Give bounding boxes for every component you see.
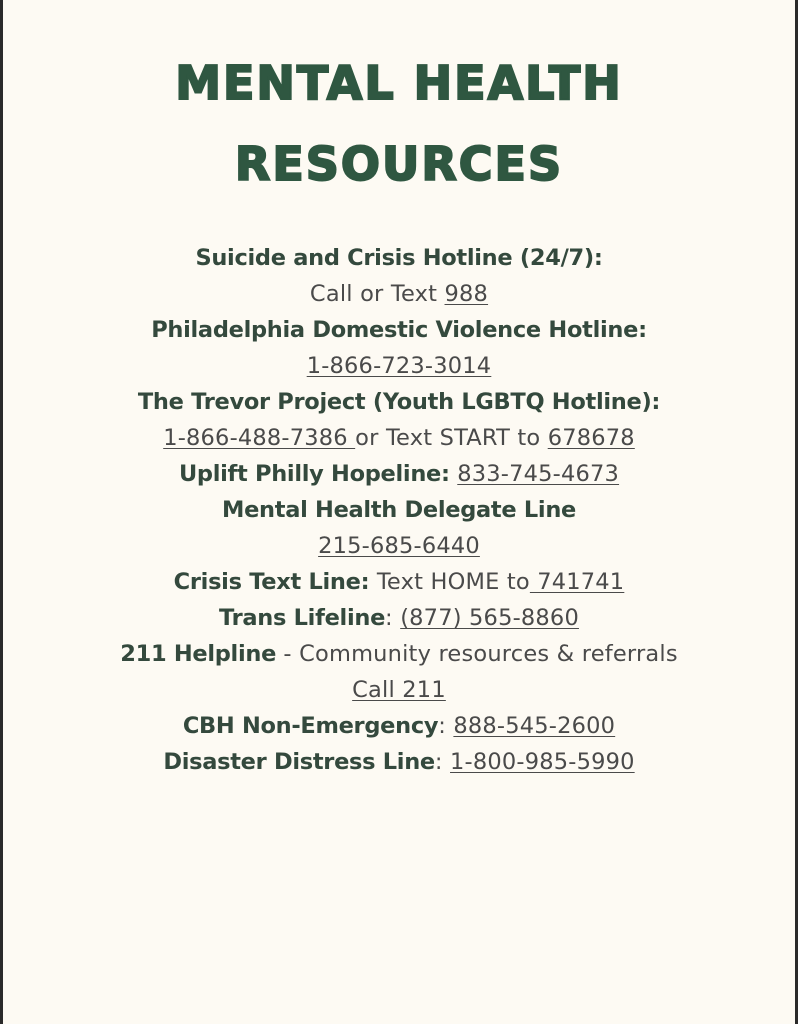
resource-heading-suicide-crisis	[3, 240, 795, 276]
flyer-page	[3, 0, 795, 1024]
cbh-heading: CBH Non-Emergency	[182, 713, 439, 739]
resource-contact-trevor	[3, 420, 795, 456]
crisis-text-text: Text HOME to	[376, 569, 530, 595]
resource-contact-delegate	[3, 528, 795, 564]
disaster-number-link[interactable]: 1-800-985-5990	[450, 749, 635, 775]
suicide-crisis-text: Call or Text	[309, 281, 445, 307]
philly-dv-heading: Philadelphia Domestic Violence Hotline:	[151, 317, 647, 343]
suicide-crisis-number-link[interactable]: 988	[444, 281, 489, 307]
resource-uplift	[3, 456, 795, 492]
resource-cbh	[3, 708, 795, 744]
uplift-heading: Uplift Philly Hopeline:	[178, 461, 458, 487]
page-title-line-2: RESOURCES	[234, 137, 564, 191]
crisis-text-heading: Crisis Text Line:	[173, 569, 377, 595]
resource-trans	[3, 600, 795, 636]
cbh-separator: :	[438, 713, 454, 739]
helpline211-text: - Community resources & referrals	[276, 641, 678, 667]
suicide-crisis-heading: Suicide and Crisis Hotline (24/7):	[195, 245, 603, 271]
resource-contact-suicide-crisis	[3, 276, 795, 312]
trans-separator: :	[385, 605, 401, 631]
philly-dv-number-link[interactable]: 1-866-723-3014	[306, 353, 492, 379]
delegate-heading: Mental Health Delegate Line	[221, 497, 577, 523]
crisis-text-number-link[interactable]: 741741	[529, 569, 625, 595]
delegate-number-link[interactable]: 215-685-6440	[318, 533, 480, 559]
trevor-text-number-link[interactable]: 678678	[547, 425, 635, 451]
page-title-line-1: MENTAL HEALTH	[175, 56, 623, 110]
resource-heading-philly-dv	[3, 312, 795, 348]
trevor-text: or Text START to	[355, 425, 548, 451]
trans-heading: Trans Lifeline	[219, 605, 386, 631]
resource-contact-philly-dv	[3, 348, 795, 384]
resource-contact-211	[3, 672, 795, 708]
resource-disaster	[3, 744, 795, 780]
resource-heading-delegate	[3, 492, 795, 528]
helpline211-call-link[interactable]: Call 211	[352, 677, 446, 703]
disaster-separator: :	[434, 749, 451, 775]
uplift-number-link[interactable]: 833-745-4673	[457, 461, 620, 487]
resource-211	[3, 636, 795, 672]
disaster-heading: Disaster Distress Line	[163, 749, 435, 775]
helpline211-heading: 211 Helpline	[120, 641, 277, 667]
trevor-number-link[interactable]: 1-866-488-7386	[163, 425, 356, 451]
resource-crisis-text	[3, 564, 795, 600]
resource-list	[3, 240, 795, 780]
resource-heading-trevor	[3, 384, 795, 420]
cbh-number-link[interactable]: 888-545-2600	[453, 713, 616, 739]
trevor-heading: The Trevor Project (Youth LGBTQ Hotline):	[137, 389, 661, 415]
trans-number-link[interactable]: (877) 565-8860	[400, 605, 579, 631]
